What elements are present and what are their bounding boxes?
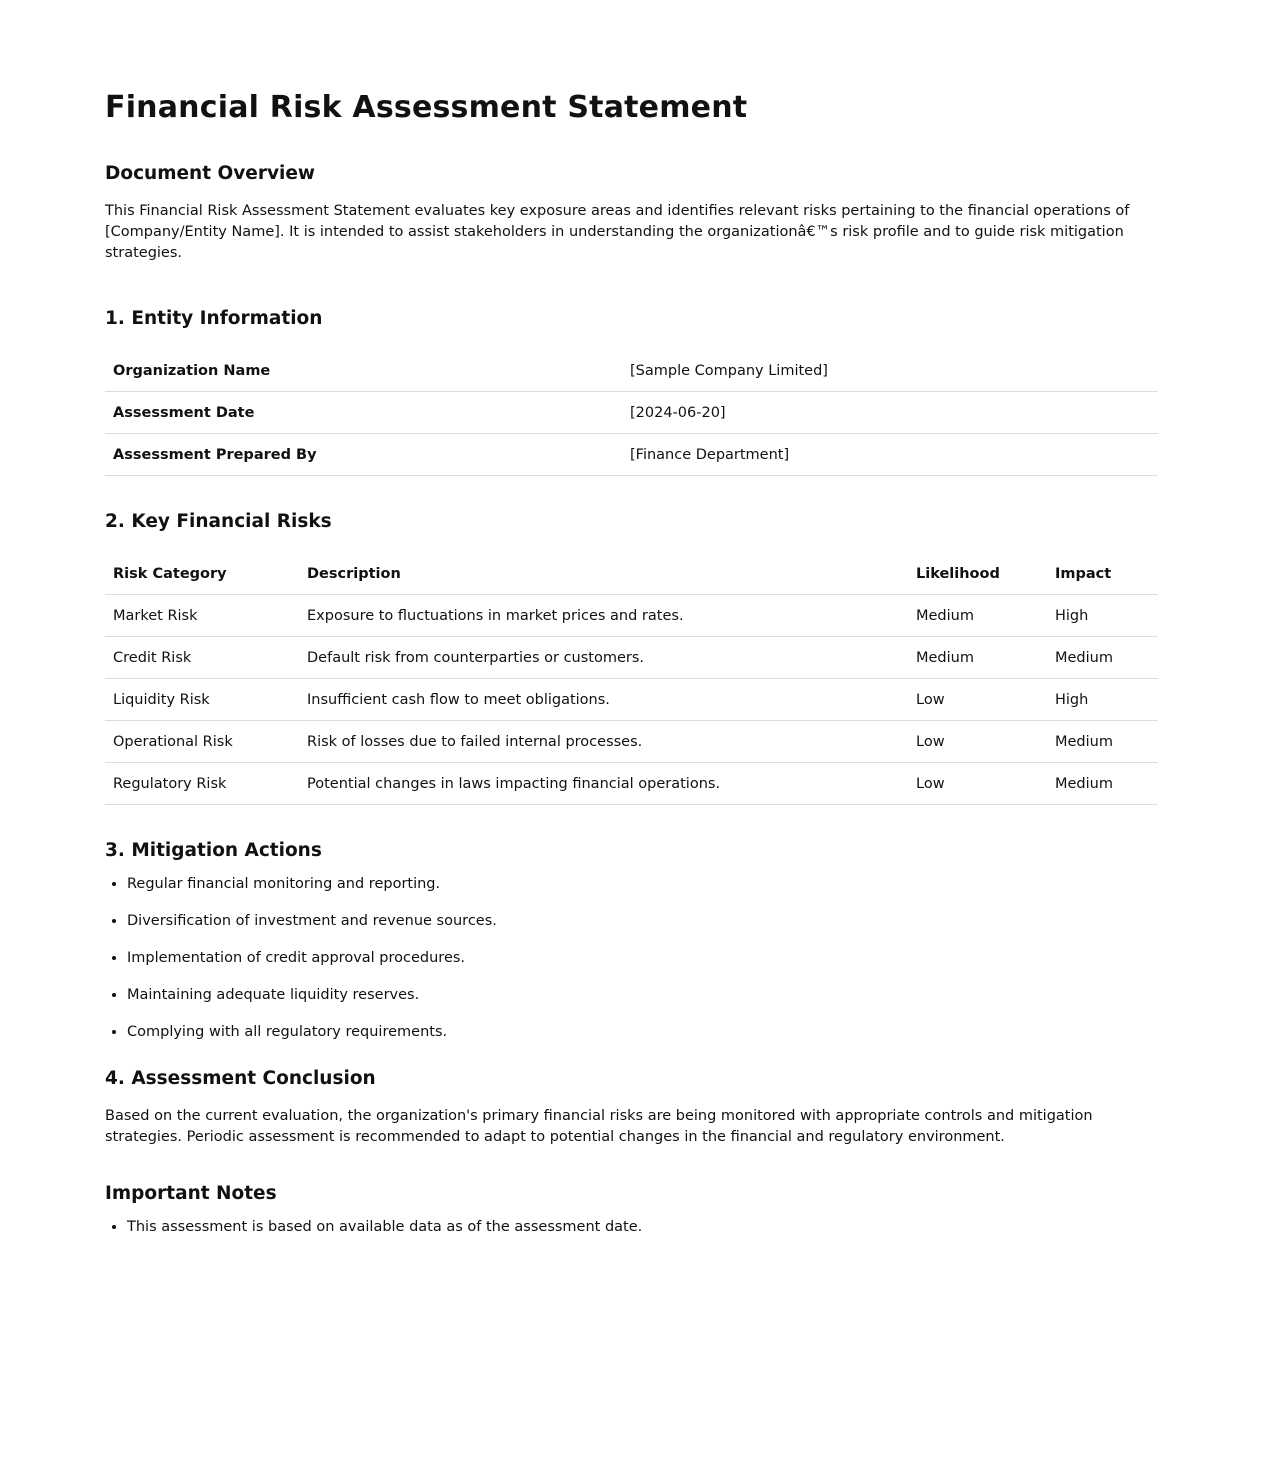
risk-likelihood-cell: Medium: [908, 595, 1047, 637]
risk-description-cell: Risk of losses due to failed internal processes.: [299, 721, 908, 763]
mitigation-actions-list: [105, 874, 1158, 1043]
entity-value: [Sample Company Limited]: [622, 350, 1158, 392]
table-row: [105, 763, 1158, 805]
key-financial-risks-table: [105, 553, 1158, 805]
risk-category-cell: Market Risk: [105, 595, 299, 637]
column-header-risk-category: Risk Category: [105, 553, 299, 595]
table-row: [105, 679, 1158, 721]
risk-description-cell: Potential changes in laws impacting financial operations.: [299, 763, 908, 805]
key-financial-risks-heading: 2. Key Financial Risks: [105, 511, 332, 532]
list-item: • This assessment is based on available data as of the assessment date.: [127, 1217, 1158, 1238]
mitigation-actions-heading: 3. Mitigation Actions: [105, 840, 322, 861]
list-item: • Complying with all regulatory requirements.: [127, 1022, 1158, 1043]
risk-category-cell: Regulatory Risk: [105, 763, 299, 805]
risk-category-cell: Operational Risk: [105, 721, 299, 763]
risk-description-cell: Default risk from counterparties or customers.: [299, 637, 908, 679]
risk-category-cell: Credit Risk: [105, 637, 299, 679]
table-row: [105, 434, 1158, 476]
risk-likelihood-cell: Low: [908, 721, 1047, 763]
entity-information-table: [105, 350, 1158, 476]
risk-impact-cell: High: [1047, 595, 1158, 637]
risk-impact-cell: High: [1047, 679, 1158, 721]
risk-description-cell: Insufficient cash flow to meet obligations.: [299, 679, 908, 721]
important-notes-heading: Important Notes: [105, 1183, 277, 1204]
important-notes-list: [105, 1217, 1158, 1238]
table-row: [105, 595, 1158, 637]
table-row: [105, 392, 1158, 434]
list-item: • Implementation of credit approval procedures.: [127, 948, 1158, 969]
list-item: • Maintaining adequate liquidity reserves.: [127, 985, 1158, 1006]
column-header-likelihood: Likelihood: [908, 553, 1047, 595]
entity-label: Organization Name: [105, 350, 622, 392]
page-title: Financial Risk Assessment Statement: [105, 90, 748, 125]
risk-description-cell: Exposure to fluctuations in market prices and rates.: [299, 595, 908, 637]
column-header-impact: Impact: [1047, 553, 1158, 595]
list-item: • Regular financial monitoring and reporting.: [127, 874, 1158, 895]
assessment-conclusion-heading: 4. Assessment Conclusion: [105, 1068, 376, 1089]
entity-value: [Finance Department]: [622, 434, 1158, 476]
table-row: [105, 350, 1158, 392]
risk-category-cell: Liquidity Risk: [105, 679, 299, 721]
table-row: [105, 721, 1158, 763]
assessment-conclusion-text: Based on the current evaluation, the organization's primary financial risks are being monitored with appropriate controls and mitigation strategies. Periodic assessment is recommended to adapt to potential changes in the financial and regulatory environment.: [105, 1108, 1093, 1145]
list-item: • Diversification of investment and revenue sources.: [127, 911, 1158, 932]
risk-impact-cell: Medium: [1047, 637, 1158, 679]
entity-value: [2024-06-20]: [622, 392, 1158, 434]
risk-impact-cell: Medium: [1047, 721, 1158, 763]
overview-heading: Document Overview: [105, 163, 315, 184]
risk-likelihood-cell: Medium: [908, 637, 1047, 679]
risk-likelihood-cell: Low: [908, 763, 1047, 805]
risk-likelihood-cell: Low: [908, 679, 1047, 721]
entity-label: Assessment Date: [105, 392, 622, 434]
column-header-description: Description: [299, 553, 908, 595]
overview-text: This Financial Risk Assessment Statement evaluates key exposure areas and identifies relevant risks pertaining to the financial operations of [Company/Entity Name]. It is intended to assist stakeholders in understanding the organizationâ€™s risk profile and to guide risk mitigation strategies.: [105, 203, 1130, 261]
table-header-row: [105, 553, 1158, 595]
risk-impact-cell: Medium: [1047, 763, 1158, 805]
table-row: [105, 637, 1158, 679]
entity-information-heading: 1. Entity Information: [105, 308, 323, 329]
entity-label: Assessment Prepared By: [105, 434, 622, 476]
